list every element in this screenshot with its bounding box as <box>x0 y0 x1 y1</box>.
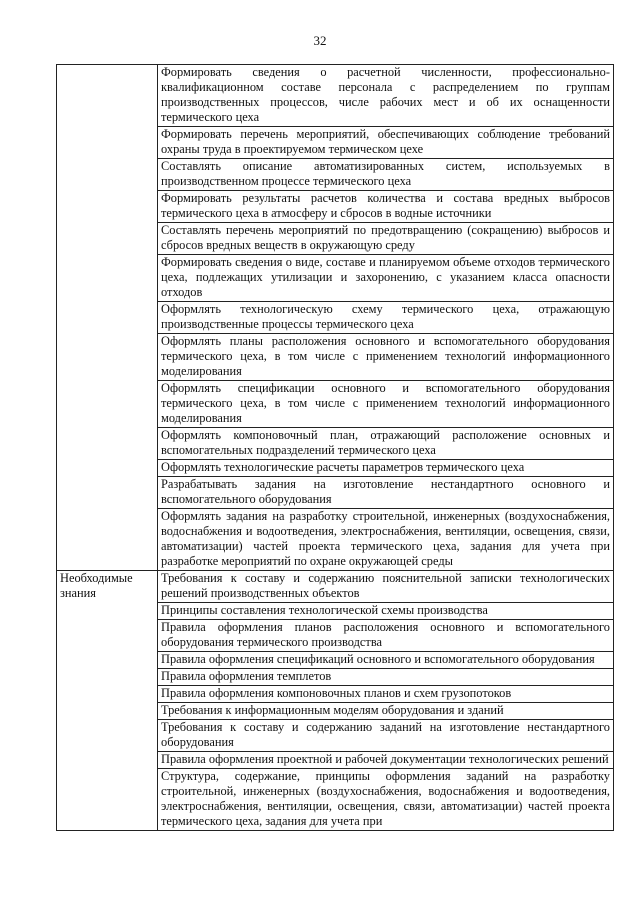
table-cell-text: Формировать перечень мероприятий, обеспечивающих соблюдение требований охраны труда в проектируемом термическом цехе <box>158 127 614 159</box>
table-cell-text: Формировать сведения о расчетной численности, профессионально-квалификационном составе персонала с распределением по группам производственных процессов, числе рабочих мест и об их оснащенности термического цеха <box>158 65 614 127</box>
table-cell-text: Оформлять спецификации основного и вспомогательного оборудования термического цеха, в том числе с применением технологий информационного моделирования <box>158 381 614 428</box>
page-number: 32 <box>313 33 327 48</box>
table-cell-text: Составлять описание автоматизированных систем, используемых в производственном процессе термического цеха <box>158 159 614 191</box>
section-label <box>57 65 158 571</box>
table-cell-text: Требования к информационным моделям оборудования и зданий <box>158 703 614 720</box>
table-cell-text: Правила оформления планов расположения основного и вспомогательного оборудования термического производства <box>158 620 614 652</box>
table-cell-text: Структура, содержание, принципы оформления заданий на разработку строительной, инженерных (воздухоснабжения, водоснабжения и водоотведения, электроснабжения, вентиляции, освещения, связи, автоматизации) частей проекта термического цеха, задания для учета при <box>158 769 614 831</box>
table-cell-text: Оформлять компоновочный план, отражающий расположение основных и вспомогательных подразделений термического цеха <box>158 428 614 460</box>
table-cell-text: Оформлять задания на разработку строительной, инженерных (воздухоснабжения, водоснабжения и водоотведения, электроснабжения, вентиляции, освещения, связи, автоматизации) частей проекта термического цеха, задания для учета при разработке мероприятий по охране окружающей среды <box>158 509 614 571</box>
table-cell-text: Оформлять технологическую схему термического цеха, отражающую производственные процессы термического цеха <box>158 302 614 334</box>
requirements-table <box>56 64 614 831</box>
table-row <box>57 65 614 127</box>
table-cell-text: Правила оформления спецификаций основного и вспомогательного оборудования <box>158 652 614 669</box>
table-cell-text: Принципы составления технологической схемы производства <box>158 603 614 620</box>
table-cell-text: Правила оформления компоновочных планов и схем грузопотоков <box>158 686 614 703</box>
table-cell-text: Составлять перечень мероприятий по предотвращению (сокращению) выбросов и сбросов вредных веществ в окружающую среду <box>158 223 614 255</box>
table-row <box>57 571 614 603</box>
table-cell-text: Требования к составу и содержанию заданий на изготовление нестандартного оборудования <box>158 720 614 752</box>
table-cell-text: Оформлять планы расположения основного и вспомогательного оборудования термического цеха, в том числе с применением технологий информационного моделирования <box>158 334 614 381</box>
table-cell-text: Правила оформления проектной и рабочей документации технологических решений <box>158 752 614 769</box>
table-cell-text: Правила оформления темплетов <box>158 669 614 686</box>
section-label: Необходимые знания <box>57 571 158 831</box>
table-cell-text: Оформлять технологические расчеты параметров термического цеха <box>158 460 614 477</box>
table-cell-text: Требования к составу и содержанию пояснительной записки технологических решений производственных объектов <box>158 571 614 603</box>
table-cell-text: Формировать сведения о виде, составе и планируемом объеме отходов термического цеха, подлежащих утилизации и захоронению, с указанием класса опасности отходов <box>158 255 614 302</box>
table-cell-text: Формировать результаты расчетов количества и состава вредных выбросов термического цеха в атмосферу и сбросов в водные источники <box>158 191 614 223</box>
table-cell-text: Разрабатывать задания на изготовление нестандартного основного и вспомогательного оборудования <box>158 477 614 509</box>
